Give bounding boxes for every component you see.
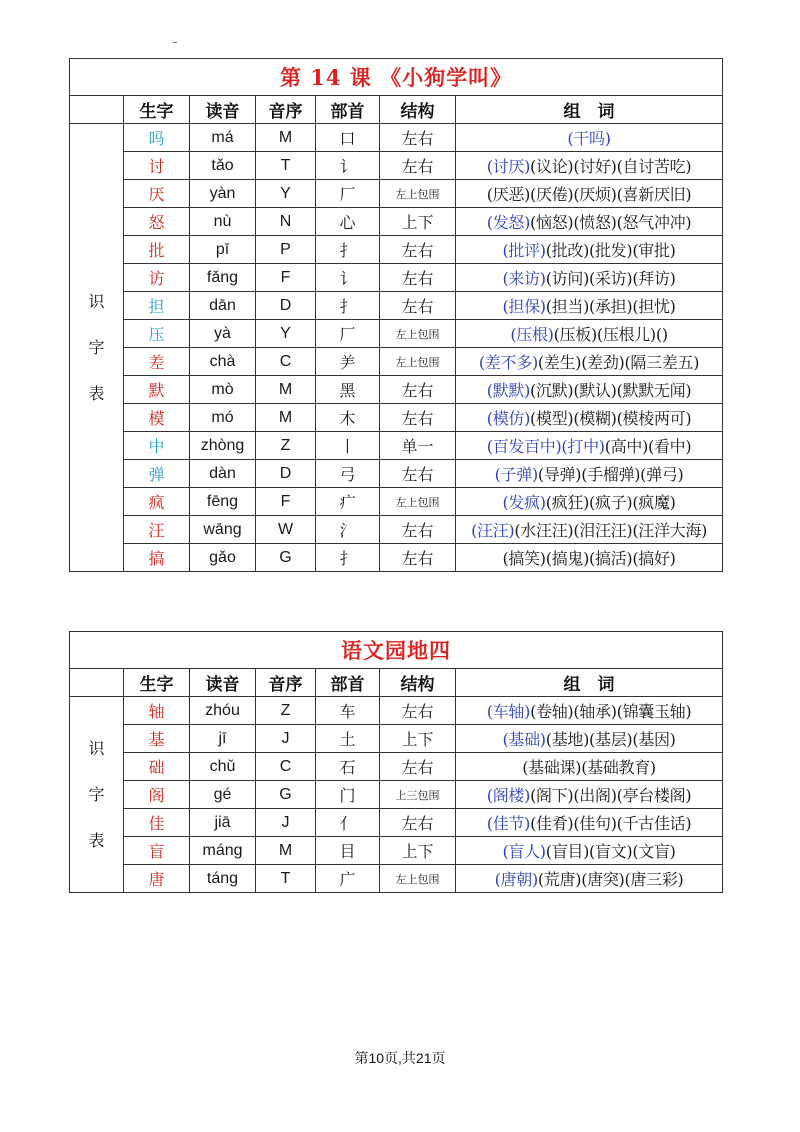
yuwen-yuandi-table — [69, 631, 723, 893]
words-highlight: (佳节) — [486, 814, 531, 833]
structure-cell: 左上包围 — [380, 320, 456, 348]
structure-cell: 左上包围 — [380, 348, 456, 376]
header-words: 组 词 — [456, 669, 723, 697]
radical-cell: 木 — [316, 404, 380, 432]
order-cell: T — [256, 152, 316, 180]
table-row — [70, 460, 723, 488]
structure-cell: 左右 — [380, 544, 456, 572]
order-cell: D — [256, 460, 316, 488]
structure-cell: 左右 — [380, 152, 456, 180]
words-cell — [456, 837, 723, 865]
words-plain: (高中)(看中) — [604, 437, 692, 456]
char-cell: 疯 — [124, 488, 190, 516]
table-row — [70, 781, 723, 809]
table-row — [70, 837, 723, 865]
char-cell: 模 — [124, 404, 190, 432]
order-cell: J — [256, 725, 316, 753]
radical-cell: 厂 — [316, 180, 380, 208]
table-row — [70, 292, 723, 320]
words-cell — [456, 152, 723, 180]
words-cell — [456, 516, 723, 544]
header-char: 生字 — [124, 669, 190, 697]
words-cell — [456, 488, 723, 516]
char-cell: 讨 — [124, 152, 190, 180]
char-cell: 默 — [124, 376, 190, 404]
header-order: 音序 — [256, 669, 316, 697]
radical-cell: 石 — [316, 753, 380, 781]
table-row — [70, 208, 723, 236]
char-cell: 搞 — [124, 544, 190, 572]
pinyin-cell: nù — [190, 208, 256, 236]
words-plain: (议论)(讨好)(自讨苦吃) — [530, 157, 692, 176]
words-highlight: (讨厌) — [486, 157, 531, 176]
words-cell — [456, 781, 723, 809]
radical-cell: 讠 — [316, 152, 380, 180]
table-row — [70, 404, 723, 432]
pinyin-cell: mò — [190, 376, 256, 404]
words-cell — [456, 865, 723, 893]
char-cell: 担 — [124, 292, 190, 320]
pinyin-cell: chà — [190, 348, 256, 376]
radical-cell: 口 — [316, 124, 380, 152]
order-cell: F — [256, 264, 316, 292]
radical-cell: 门 — [316, 781, 380, 809]
structure-cell: 左右 — [380, 460, 456, 488]
radical-cell: 土 — [316, 725, 380, 753]
radical-cell: 扌 — [316, 544, 380, 572]
pinyin-cell: mó — [190, 404, 256, 432]
header-order: 音序 — [256, 96, 316, 124]
table-row — [70, 516, 723, 544]
structure-cell: 左右 — [380, 753, 456, 781]
pinyin-cell: zhòng — [190, 432, 256, 460]
pinyin-cell: má — [190, 124, 256, 152]
words-highlight: (子弹) — [494, 465, 538, 484]
pinyin-cell: wāng — [190, 516, 256, 544]
words-highlight: (发疯) — [502, 493, 546, 512]
words-plain: (荒唐)(唐突)(唐三彩) — [537, 870, 684, 889]
order-cell: C — [256, 753, 316, 781]
header-char: 生字 — [124, 96, 190, 124]
char-cell: 汪 — [124, 516, 190, 544]
side-char: 字 — [88, 784, 105, 804]
words-cell — [456, 264, 723, 292]
words-plain: (批改)(批发)(审批) — [545, 241, 676, 260]
radical-cell: 目 — [316, 837, 380, 865]
table-row — [70, 488, 723, 516]
yuandi-title: 语文园地四 — [70, 632, 723, 669]
char-cell: 批 — [124, 236, 190, 264]
words-highlight: (盲人) — [502, 842, 546, 861]
radical-cell: 扌 — [316, 292, 380, 320]
words-highlight: (阁楼) — [486, 786, 531, 805]
pinyin-cell: fēng — [190, 488, 256, 516]
structure-cell: 左右 — [380, 697, 456, 725]
page-footer: 第10页,共21页 — [354, 1050, 446, 1066]
pinyin-cell: gǎo — [190, 544, 256, 572]
words-plain: (疯狂)(疯子)(疯魔) — [545, 493, 676, 512]
char-cell: 唐 — [124, 865, 190, 893]
table-row — [70, 180, 723, 208]
radical-cell: 疒 — [316, 488, 380, 516]
table-row — [70, 697, 723, 725]
words-highlight: (唐朝) — [494, 870, 538, 889]
words-plain: (模型)(模糊)(模棱两可) — [530, 409, 692, 428]
words-plain: (差生)(差劲)(隔三差五) — [537, 353, 700, 372]
radical-cell: 氵 — [316, 516, 380, 544]
radical-cell: 扌 — [316, 236, 380, 264]
order-cell: F — [256, 488, 316, 516]
radical-cell: 黑 — [316, 376, 380, 404]
side-char: 表 — [88, 830, 105, 850]
words-highlight: (差不多) — [478, 353, 538, 372]
words-plain: (厌恶)(厌倦)(厌烦)(喜新厌旧) — [486, 185, 692, 204]
char-cell: 厌 — [124, 180, 190, 208]
words-cell — [456, 124, 723, 152]
words-cell — [456, 292, 723, 320]
char-cell: 阁 — [124, 781, 190, 809]
side-label — [70, 697, 124, 893]
side-char: 字 — [88, 337, 105, 357]
char-cell: 中 — [124, 432, 190, 460]
side-char: 识 — [88, 738, 105, 758]
pinyin-cell: jī — [190, 725, 256, 753]
pinyin-cell: tǎo — [190, 152, 256, 180]
radical-cell: 丨 — [316, 432, 380, 460]
table-row — [70, 264, 723, 292]
words-highlight: (压根) — [510, 325, 554, 344]
pinyin-cell: pī — [190, 236, 256, 264]
words-plain: (沉默)(默认)(默默无闻) — [530, 381, 692, 400]
order-cell: C — [256, 348, 316, 376]
pinyin-cell: máng — [190, 837, 256, 865]
words-highlight: (模仿) — [486, 409, 531, 428]
structure-cell: 左右 — [380, 264, 456, 292]
char-cell: 佳 — [124, 809, 190, 837]
pinyin-cell: yà — [190, 320, 256, 348]
order-cell: W — [256, 516, 316, 544]
table-row — [70, 432, 723, 460]
words-highlight: (车轴) — [486, 702, 531, 721]
order-cell: T — [256, 865, 316, 893]
structure-cell: 左右 — [380, 292, 456, 320]
structure-cell: 左右 — [380, 376, 456, 404]
pinyin-cell: fǎng — [190, 264, 256, 292]
words-cell — [456, 236, 723, 264]
order-cell: Z — [256, 432, 316, 460]
side-char: 表 — [88, 383, 105, 403]
char-cell: 怒 — [124, 208, 190, 236]
side-label — [70, 124, 124, 572]
table-row — [70, 320, 723, 348]
table-row — [70, 544, 723, 572]
words-highlight: (发怒) — [486, 213, 531, 232]
words-cell — [456, 348, 723, 376]
side-char: 识 — [88, 291, 105, 311]
words-highlight: (默默) — [486, 381, 531, 400]
words-plain: (阁下)(出阁)(亭台楼阁) — [530, 786, 692, 805]
char-cell: 弹 — [124, 460, 190, 488]
words-plain: (访问)(采访)(拜访) — [545, 269, 676, 288]
words-plain: (恼怒)(愤怒)(怒气冲冲) — [530, 213, 692, 232]
structure-cell: 单一 — [380, 432, 456, 460]
header-side — [70, 96, 124, 124]
words-cell — [456, 460, 723, 488]
words-highlight: (干吗) — [567, 129, 611, 148]
lesson14-table — [69, 58, 723, 572]
header-pinyin: 读音 — [190, 669, 256, 697]
table-row — [70, 725, 723, 753]
order-cell: M — [256, 837, 316, 865]
words-cell — [456, 320, 723, 348]
order-cell: J — [256, 809, 316, 837]
order-cell: Z — [256, 697, 316, 725]
words-plain: (搞笑)(搞鬼)(搞活)(搞好) — [502, 549, 676, 568]
header-radical: 部首 — [316, 669, 380, 697]
words-cell — [456, 404, 723, 432]
words-plain: (基地)(基层)(基因) — [545, 730, 676, 749]
words-cell — [456, 432, 723, 460]
words-cell — [456, 809, 723, 837]
lesson14-title: 第 14 课 《小狗学叫》 — [70, 59, 723, 96]
words-cell — [456, 208, 723, 236]
words-cell — [456, 753, 723, 781]
words-highlight: (汪汪) — [471, 521, 515, 540]
words-plain: (佳肴)(佳句)(千古佳话) — [530, 814, 692, 833]
structure-cell: 左右 — [380, 236, 456, 264]
table-row — [70, 753, 723, 781]
words-plain: (水汪汪)(泪汪汪)(汪洋大海) — [514, 521, 708, 540]
table-row — [70, 809, 723, 837]
header-pinyin: 读音 — [190, 96, 256, 124]
order-cell: G — [256, 544, 316, 572]
header-side — [70, 669, 124, 697]
table-row — [70, 152, 723, 180]
words-highlight: (来访) — [502, 269, 546, 288]
structure-cell: 上下 — [380, 208, 456, 236]
order-cell: Y — [256, 180, 316, 208]
order-cell: Y — [256, 320, 316, 348]
words-plain: (盲目)(盲文)(文盲) — [545, 842, 676, 861]
pinyin-cell: dàn — [190, 460, 256, 488]
pinyin-cell: yàn — [190, 180, 256, 208]
structure-cell: 左右 — [380, 404, 456, 432]
stray-mark — [173, 42, 177, 43]
char-cell: 轴 — [124, 697, 190, 725]
radical-cell: ⺶ — [316, 348, 380, 376]
header-structure: 结构 — [380, 96, 456, 124]
structure-cell: 左上包围 — [380, 488, 456, 516]
table-row — [70, 124, 723, 152]
radical-cell: 广 — [316, 865, 380, 893]
order-cell: G — [256, 781, 316, 809]
order-cell: M — [256, 124, 316, 152]
radical-cell: 讠 — [316, 264, 380, 292]
header-structure: 结构 — [380, 669, 456, 697]
words-cell — [456, 725, 723, 753]
words-highlight: (批评) — [502, 241, 546, 260]
structure-cell: 左右 — [380, 124, 456, 152]
order-cell: P — [256, 236, 316, 264]
pinyin-cell: zhóu — [190, 697, 256, 725]
pinyin-cell: jiā — [190, 809, 256, 837]
words-cell — [456, 376, 723, 404]
order-cell: M — [256, 404, 316, 432]
structure-cell: 左右 — [380, 516, 456, 544]
words-highlight: (担保) — [502, 297, 546, 316]
table-row — [70, 376, 723, 404]
char-cell: 差 — [124, 348, 190, 376]
char-cell: 吗 — [124, 124, 190, 152]
table-row — [70, 236, 723, 264]
pinyin-cell: gé — [190, 781, 256, 809]
pinyin-cell: dān — [190, 292, 256, 320]
pinyin-cell: chǔ — [190, 753, 256, 781]
radical-cell: 车 — [316, 697, 380, 725]
header-radical: 部首 — [316, 96, 380, 124]
structure-cell: 左上包围 — [380, 180, 456, 208]
table-row — [70, 348, 723, 376]
words-cell — [456, 544, 723, 572]
radical-cell: 心 — [316, 208, 380, 236]
words-plain: (基础课)(基础教育) — [522, 758, 656, 777]
radical-cell: 亻 — [316, 809, 380, 837]
table-row — [70, 865, 723, 893]
words-highlight: (基础) — [502, 730, 546, 749]
radical-cell: 弓 — [316, 460, 380, 488]
header-words: 组 词 — [456, 96, 723, 124]
structure-cell: 上下 — [380, 725, 456, 753]
structure-cell: 左右 — [380, 809, 456, 837]
structure-cell: 上三包围 — [380, 781, 456, 809]
words-plain: (压板)(压根儿)() — [553, 325, 668, 344]
char-cell: 访 — [124, 264, 190, 292]
char-cell: 压 — [124, 320, 190, 348]
words-cell — [456, 180, 723, 208]
pinyin-cell: táng — [190, 865, 256, 893]
char-cell: 础 — [124, 753, 190, 781]
order-cell: N — [256, 208, 316, 236]
words-plain: (导弹)(手榴弹)(弹弓) — [537, 465, 684, 484]
words-highlight: (百发百中)(打中) — [486, 437, 605, 456]
char-cell: 盲 — [124, 837, 190, 865]
words-plain: (卷轴)(轴承)(锦囊玉轴) — [530, 702, 692, 721]
order-cell: M — [256, 376, 316, 404]
char-cell: 基 — [124, 725, 190, 753]
structure-cell: 上下 — [380, 837, 456, 865]
order-cell: D — [256, 292, 316, 320]
words-cell — [456, 697, 723, 725]
radical-cell: 厂 — [316, 320, 380, 348]
structure-cell: 左上包围 — [380, 865, 456, 893]
words-plain: (担当)(承担)(担忧) — [545, 297, 676, 316]
